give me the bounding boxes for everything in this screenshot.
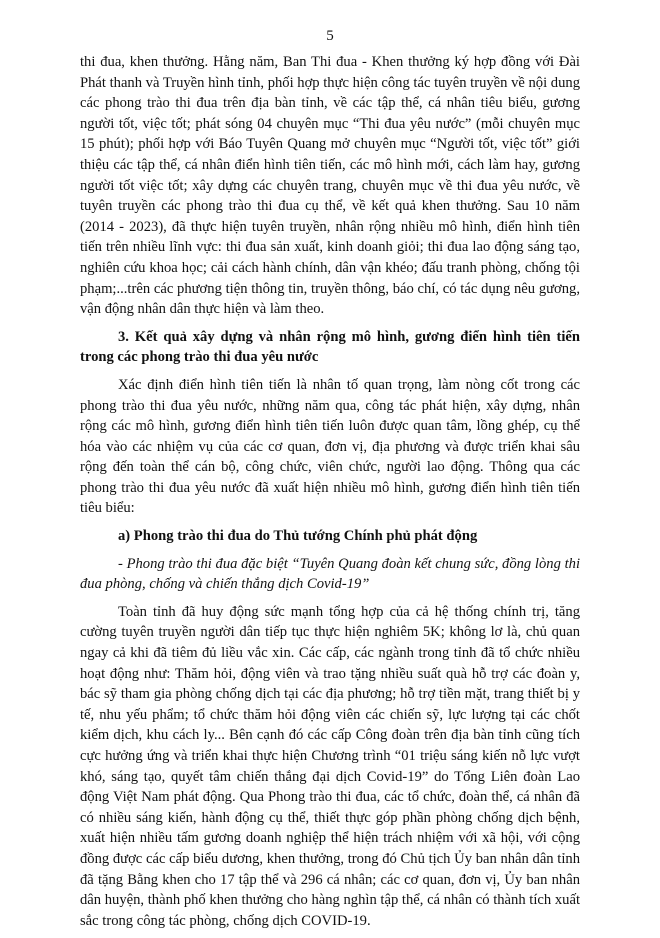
- subsection-heading-a: a) Phong trào thi đua do Thủ tướng Chính phủ phát động: [118, 528, 478, 545]
- page-body: [80, 52, 580, 938]
- paragraph-covid-results: Toàn tỉnh đã huy động sức mạnh tổng hợp của cả hệ thống chính trị, tăng cường tuyên truyền người dân tiếp tục thực hiện nghiêm 5K; không lơ là, chủ quan ngay cả khi đã tiêm đủ liều vắc xin. Các cấp, các ngành trong tỉnh đã tổ chức nhiều hoạt động như: Thăm hỏi, động viên và trao tặng nhiều suất quà hỗ trợ các đoàn y, bác sỹ tham gia phòng chống dịch tại các địa phương; hỗ trợ tiền mặt, trang thiết bị y tế, nhu yếu phẩm; tổ chức thăm hỏi động viên các chiến sỹ, lực lượng tại các chốt kiểm dịch, khu cách ly... Bên cạnh đó các cấp Công đoàn trên địa bàn tỉnh cũng tích cực hưởng ứng và triển khai thực hiện Chương trình “01 triệu sáng kiến nỗ lực vượt khó, sáng tạo, quyết tâm chiến thắng đại dịch Covid-19” do Tổng Liên đoàn Lao động Việt Nam phát động. Qua Phong trào thi đua, các tổ chức, đoàn thể, cá nhân đã có nhiều sáng kiến, hành động cụ thể, thiết thực góp phần phòng chống dịch bệnh, xuất hiện nhiều tấm gương doanh nghiệp thể hiện trách nhiệm với xã hội, với cộng đồng được các cấp biểu dương, khen thưởng, trong đó Chủ tịch Ủy ban nhân dân tỉnh đã tặng Bằng khen cho 17 tập thể và 296 cá nhân; các cơ quan, đơn vị, Ủy ban nhân dân huyện, thành phố khen thưởng cho hàng nghìn tập thể, cá nhân có thành tích xuất sắc trong công tác phòng, chống dịch COVID-19.: [80, 603, 580, 929]
- page-number: 5: [326, 28, 334, 44]
- paragraph-propaganda-continued: thi đua, khen thưởng. Hằng năm, Ban Thi đua - Khen thưởng ký hợp đồng với Đài Phát thanh và Truyền hình tỉnh, phối hợp thực hiện công tác tuyên truyền về nội dung các phong trào thi đua trên địa bàn tỉnh, về các tập thể, cá nhân tiêu biểu, gương người tốt, việc tốt; phát sóng 04 chuyên mục “Thi đua yêu nước” (mỗi chuyên mục 15 phút); phối hợp với Báo Tuyên Quang mở chuyên mục “Người tốt, việc tốt” giới thiệu các tập thể, cá nhân điển hình tiên tiến, các mô hình mới, cách làm hay, gương người tốt việc tốt; xây dựng các chuyên trang, chuyên mục về thi đua yêu nước, về tuyên truyền các phong trào thi đua cụ thể, về kết quả khen thưởng. Sau 10 năm (2014 - 2023), đã thực hiện tuyên truyền, nhân rộng nhiều mô hình, điển hình tiên tiến trên nhiều lĩnh vực: thi đua sản xuất, kinh doanh giỏi; thi đua lao động sáng tạo, nghiên cứu khoa học; cải cách hành chính, dân vận khéo; đấu tranh phòng, chống tội phạm;...trên các phương tiện thông tin, truyền thông, báo chí, có tác dụng nêu gương, vận động nhân dân thực hiện và làm theo.: [80, 54, 580, 318]
- section-heading-3: 3. Kết quả xây dựng và nhân rộng mô hình, gương điển hình tiên tiến trong các phong trào thi đua yêu nước: [80, 328, 580, 366]
- paragraph-advanced-models-intro: Xác định điển hình tiên tiến là nhân tố quan trọng, làm nòng cốt trong các phong trào thi đua yêu nước, những năm qua, công tác phát hiện, xây dựng, nhân rộng các mô hình, gương điển hình tiên tiến luôn được quan tâm, lồng ghép, cụ thể hóa vào các nhiệm vụ của các cơ quan, đơn vị, địa phương và được triển khai sâu rộng đến toàn thể cán bộ, công chức, viên chức, người lao động. Thông qua các phong trào thi đua yêu nước đã xuất hiện nhiều mô hình, gương điển hình tiên tiến tiêu biểu:: [80, 376, 580, 517]
- movement-title-covid: - Phong trào thi đua đặc biệt “Tuyên Quang đoàn kết chung sức, đồng lòng thi đua phòng, chống và chiến thắng dịch Covid-19”: [80, 555, 580, 593]
